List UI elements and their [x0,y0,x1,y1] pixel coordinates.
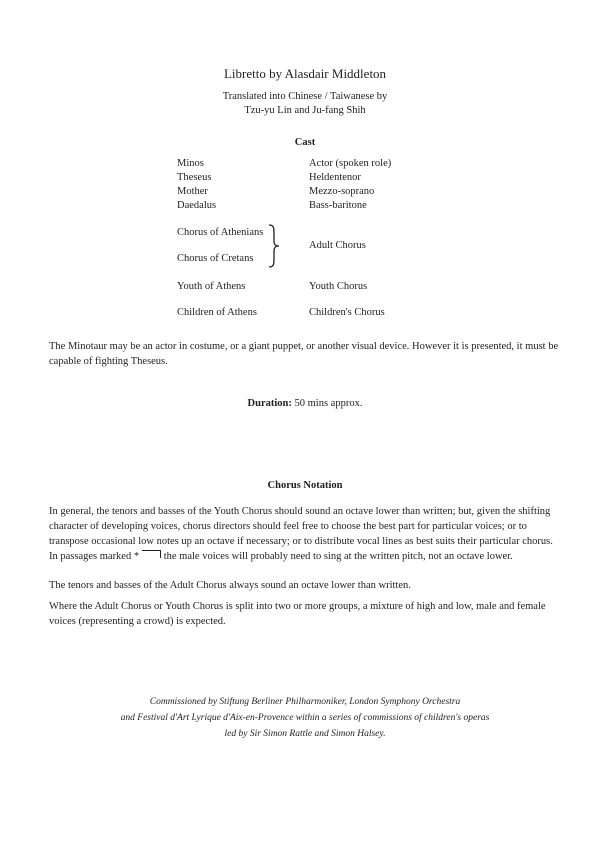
chorus-notation-paragraph-1 [49,504,561,564]
translation-line-2: Tzu-yu Lin and Ju-fang Shih [244,105,366,116]
cast-role: Minos [177,158,204,169]
cast-role: Chorus of Athenians [177,227,264,238]
cast-role: Children of Athens [177,307,257,318]
chorus-notation-paragraph-3: Where the Adult Chorus or Youth Chorus is split into two or more groups, a mixture of high and low, male and female voices (representing a crowd) is expected. [49,601,546,627]
cast-voice: Actor (spoken role) [309,158,392,169]
bracket-mark-icon [142,550,161,558]
paragraph-1-text-b: the male voices will probably need to sing at the written pitch, not an octave lower. [161,551,513,562]
duration-label: Duration: [247,398,292,409]
commission-line-3: led by Sir Simon Rattle and Simon Halsey. [224,729,386,739]
cast-role: Mother [177,186,208,197]
duration-value: 50 mins approx. [294,398,363,409]
cast-role: Chorus of Cretans [177,253,254,264]
cast-role: Daedalus [177,200,217,211]
commission-credit [0,694,610,742]
cast-voice: Heldentenor [309,172,361,183]
duration-line [0,398,610,409]
cast-voice: Adult Chorus [309,240,366,251]
libretto-credit: Libretto by Alasdair Middleton [223,66,387,81]
cast-voice: Children's Chorus [309,307,385,318]
paragraph-1-text-a: In general, the tenors and basses of the Youth Chorus should sound an octave lower than written; but, given the shifting character of developing voices, chorus directors should feel free to choose the best part for particular voices; or to transpose occasional low notes up an octave if necessary; or to distribute vocal lines as best suits their particular chorus. In passages marked * [49,506,553,562]
translation-line-1: Translated into Chinese / Taiwanese by [222,91,388,102]
minotaur-note: The Minotaur may be an actor in costume, or a giant puppet, or another visual device. However it is presented, it must be capable of fighting Theseus. [49,341,559,367]
brace-icon [266,224,282,268]
chorus-notation-heading: Chorus Notation [267,480,343,491]
cast-voice: Bass-baritone [309,200,367,211]
cast-heading: Cast [294,137,316,148]
commission-line-2: and Festival d'Art Lyrique d'Aix-en-Provence within a series of commissions of children's operas [120,713,490,723]
cast-role: Youth of Athens [177,281,246,292]
cast-voice: Youth Chorus [309,281,368,292]
chorus-notation-paragraph-2: The tenors and basses of the Adult Chorus always sound an octave lower than written. [49,580,411,591]
translation-credit [0,90,610,118]
cast-role: Theseus [177,172,212,183]
commission-line-1: Commissioned by Stiftung Berliner Philharmoniker, London Symphony Orchestra [149,697,461,707]
cast-voice: Mezzo-soprano [309,186,375,197]
